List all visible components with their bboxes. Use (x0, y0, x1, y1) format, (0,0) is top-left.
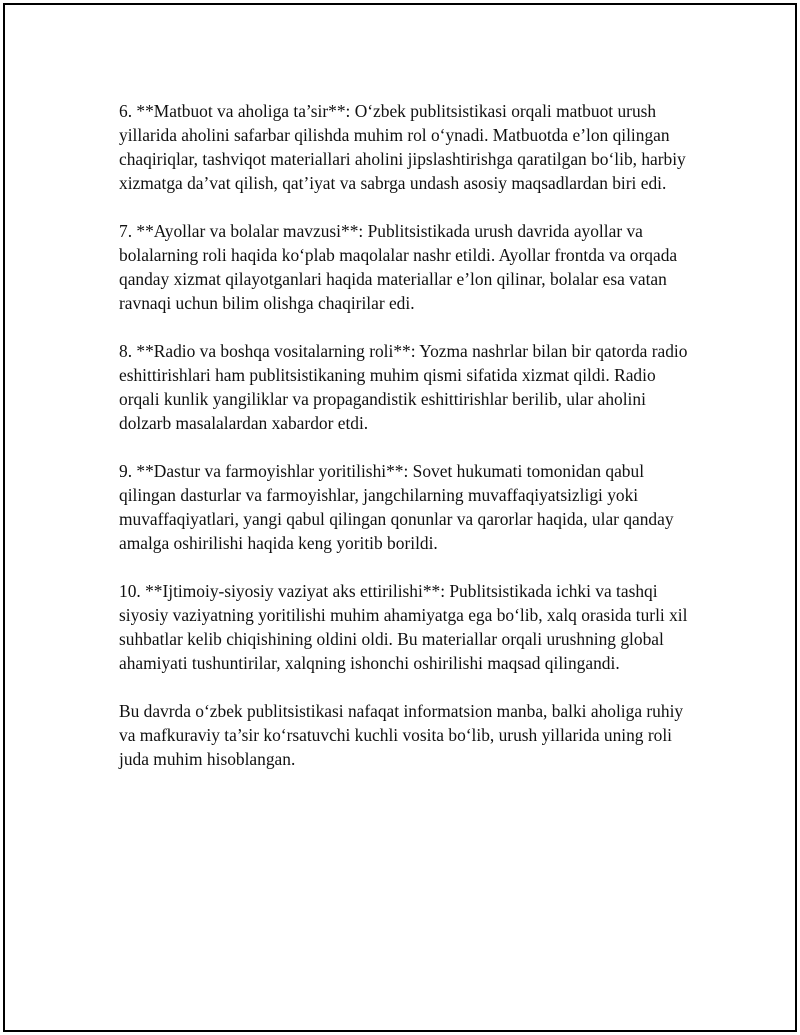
paragraph-item-10: 10. **Ijtimoiy-siyosiy vaziyat aks ettirilishi**: Publitsistikada ichki va tashqi siyosiy vaziyatning yoritilishi muhim ahamiyatga ega bo‘lib, xalq orasida turli xil suhbatlar kelib chiqishining oldini oldi. Bu materiallar orqali urushning global ahamiyati tushuntirilar, xalqning ishonchi oshirilishi maqsad qilingandi. (119, 581, 688, 673)
paragraph-item-8: 8. **Radio va boshqa vositalarning roli**: Yozma nashrlar bilan bir qatorda radio eshittirishlari ham publitsistikaning muhim qismi sifatida xizmat qildi. Radio orqali kunlik yangiliklar va propagandistik eshittirishlar berilib, ular aholini dolzarb masalalardan xabardor etdi. (119, 341, 688, 433)
document-page (3, 3, 797, 1032)
document-body (119, 99, 699, 795)
paragraph-item-6: 6. **Matbuot va aholiga ta’sir**: O‘zbek publitsistikasi orqali matbuot urush yillarida aholini safarbar qilishda muhim rol o‘ynadi. Matbuotda e’lon qilingan chaqiriqlar, tashviqot materiallari aholini jipslashtirishga qaratilgan bo‘lib, harbiy xizmatga da’vat qilish, qat’iyat va sabrga undash asosiy maqsadlardan biri edi. (119, 101, 686, 193)
paragraph-conclusion: Bu davrda o‘zbek publitsistikasi nafaqat informatsion manba, balki aholiga ruhiy va mafkuraviy ta’sir ko‘rsatuvchi kuchli vosita bo‘lib, urush yillarida uning roli juda muhim hisoblangan. (119, 701, 684, 769)
paragraph-item-9: 9. **Dastur va farmoyishlar yoritilishi**: Sovet hukumati tomonidan qabul qilingan dasturlar va farmoyishlar, jangchilarning muvaffaqiyatsizligi yoki muvaffaqiyatlari, yangi qabul qilingan qonunlar va qarorlar haqida, ular qanday amalga oshirilishi haqida keng yoritib borildi. (119, 461, 674, 553)
paragraph-item-7: 7. **Ayollar va bolalar mavzusi**: Publitsistikada urush davrida ayollar va bolalarning roli haqida ko‘plab maqolalar nashr etildi. Ayollar frontda va orqada qanday xizmat qilayotganlari haqida materiallar e’lon qilinar, bolalar esa vatan ravnaqi uchun bilim olishga chaqirilar edi. (119, 221, 678, 313)
